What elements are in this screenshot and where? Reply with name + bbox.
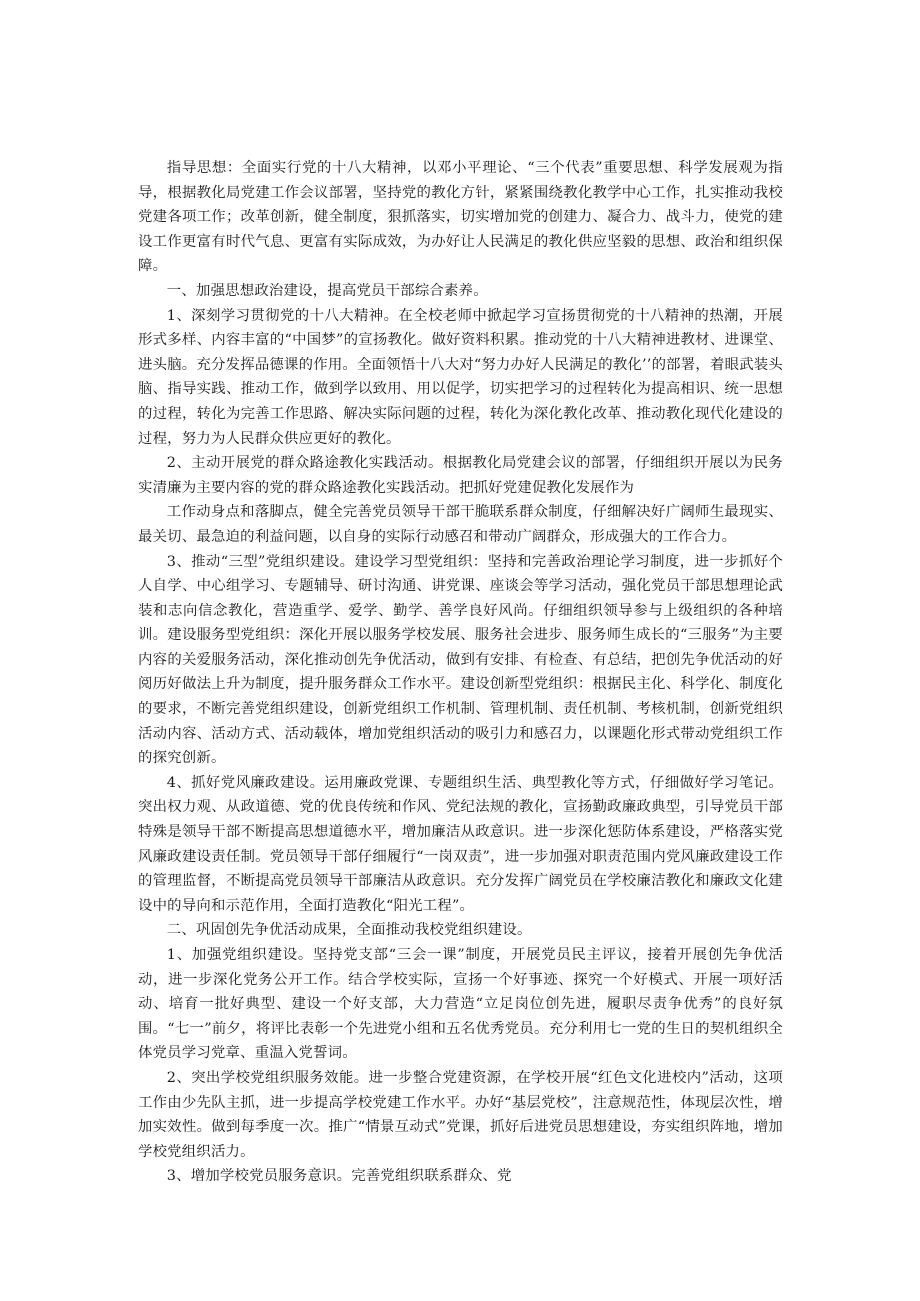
item-2-2-paragraph: 2、突出学校党组织服务效能。进一步整合党建资源，在学校开展“红色文化进校内”活动，这项工作由少先队主抓，进一步提高学校党建工作水平。办好“基层党校”，注意规范性，体现层次性，增加实效性。做到每季度一次。推广“情景互动式”党课，抓好后进党员思想建设，夯实组织阵地，增加学校党组织活力。 — [138, 1069, 783, 1160]
item-1-3-paragraph: 3、推动“三型”党组织建设。建设学习型党组织：坚持和完善政治理论学习制度，进一步抓好个人自学、中心组学习、专题辅导、研讨沟通、讲党课、座谈会等学习活动，强化党员干部思想理论武装和志向信念教化，营造重学、爱学、勤学、善学良好风尚。仔细组织领导参与上级组织的各种培训。建设服务型党组织：深化开展以服务学校发展、服务社会进步、服务师生成长的“三服务”为主要内容的关爱服务活动，深化推动创先争优活动，做到有安排、有检查、有总结，把创先争优活动的好阅历好做法上升为制度，提升服务群众工作水平。建设创新型党组织：根据民主化、科学化、制度化的要求，不断完善党组织建设，创新党组织工作机制、管理机制、责任机制、考核机制，创新党组织活动内容、活动方式、活动载体，增加党组织活动的吸引力和感召力，以课题化形式带动党组织工作的探究创新。 — [138, 553, 783, 767]
document-page — [138, 156, 783, 1189]
item-2-3-paragraph: 3、增加学校党员服务意识。完善党组织联系群众、党 — [166, 1168, 512, 1185]
item-1-1-paragraph: 1、深刻学习贯彻党的十八大精神。在全校老师中掀起学习宣扬贯彻党的十八精神的热潮，开展形式多样、内容丰富的“中国梦”的宣扬教化。做好资料积累。推动党的十八大精神进教材、进课堂、进头脑。充分发挥品德课的作用。全面领悟十八大对“努力办好人民满足的教化’’的部署，着眼武装头脑、指导实践、推动工作，做到学以致用、用以促学，切实把学习的过程转化为提高相识、统一思想的过程，转化为完善工作思路、解决实际问题的过程，转化为深化教化改革、推动教化现代化建设的过程，努力为人民群众供应更好的教化。 — [138, 307, 783, 447]
item-2-1-paragraph: 1、加强党组织建设。坚持党支部“三会一课”制度，开展党员民主评议，接着开展创先争优活动，进一步深化党务公开工作。结合学校实际，宣扬一个好事迹、探究一个好模式、开展一项好活动、培育一批好典型、建设一个好支部，大力营造“立足岗位创先进，履职尽责争优秀”的良好氛围。“七一”前夕，将评比表彰一个先进党小组和五名优秀党员。充分利用七一党的生日的契机组织全体党员学习党章、重温入党誓词。 — [138, 947, 783, 1062]
item-1-4-paragraph: 4、抓好党风廉政建设。运用廉政党课、专题组织生活、典型教化等方式，仔细做好学习笔记。突出权力观、从政道德、党的优良传统和作风、党纪法规的教化，宣扬勤政廉政典型，引导党员干部特殊是领导干部不断提高思想道德水平，增加廉洁从政意识。进一步深化惩防体系建设，严格落实党风廉政建设责任制。党员领导干部仔细履行“一岗双责”，进一步加强对职责范围内党风廉政建设工作的管理监督，不断提高党员领导干部廉洁从政意识。充分发挥广阔党员在学校廉洁教化和廉政文化建设中的导向和示范作用，全面打造教化“阳光工程”。 — [138, 774, 783, 914]
item-1-2-continuation-paragraph: 工作动身点和落脚点，健全完善党员领导干部干脆联系群众制度，仔细解决好广阔师生最现实、最关切、最急迫的利益问题，以自身的实际行动感召和带动广阔群众，形成强大的工作合力。 — [138, 504, 783, 545]
guiding-thought-paragraph: 指导思想：全面实行党的十八大精神，以邓小平理论、“三个代表”重要思想、科学发展观为指导，根据教化局党建工作会议部署，坚持党的教化方针，紧紧围绕教化教学中心工作，扎实推动我校党建各项工作；改革创新，健全制度，狠抓落实，切实增加党的创建力、凝合力、战斗力，使党的建设工作更富有时代气息、更富有实际成效，为办好让人民满足的教化供应坚毅的思想、政治和组织保障。 — [138, 160, 783, 275]
section-1-heading: 一、加强思想政治建设，提高党员干部综合素养。 — [166, 282, 488, 299]
item-1-2-paragraph: 2、主动开展党的群众路途教化实践活动。根据教化局党建会议的部署，仔细组织开展以为民务实清廉为主要内容的党的群众路途教化实践活动。把抓好党建促教化发展作为 — [138, 455, 783, 496]
section-2-heading: 二、巩固创先争优活动成果，全面推动我校党组织建设。 — [166, 922, 532, 939]
